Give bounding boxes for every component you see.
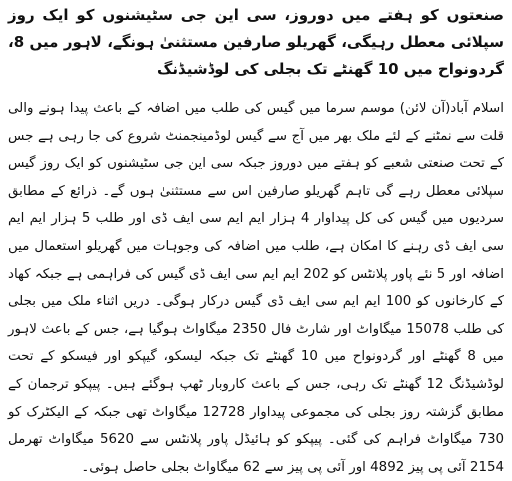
article-headline: صنعتوں کو ہفتے میں دوروز، سی این جی سٹیشنوں کو ایک روز سپلائی معطل رہیگی، گھریلو صارفین مستثنیٰ ہونگے، لاہور میں 8، گردونواح میں 10 گھنٹے تک بجلی کی لوڈشیڈنگ [8, 6, 504, 78]
article-body: اسلام آباد(آن لائن) موسم سرما میں گیس کی طلب میں اضافہ کے باعث پیدا ہونے والی قلت سے نمٹنے کے لئے ملک بھر میں آج سے گیس لوڈمینجمنٹ شروع کی جا رہی ہے جس کے تحت صنعتی شعبے کو ہفتے میں دوروز جبکہ سی این جی سٹیشنوں کو ایک روز گیس سپلائی معطل رہے گی تاہم گھریلو صارفین اس سے مستثنیٰ ہوں گے۔ ذرائع کے مطابق سردیوں میں گیس کی کل پیداوار 4 ہزار ایم ایم سی ایف ڈی اور طلب 5 ہزار ایم ایم سی ایف ڈی رہنے کا امکان ہے، طلب میں اضافہ کی وجوہات میں گھریلو استعمال میں اضافہ اور 5 نئے پاور پلانٹس کو 202 ایم ایم سی ایف ڈی گیس کی فراہمی ہے جبکہ کھاد کے کارخانوں کو 100 ایم ایم سی ایف ڈی گیس درکار ہوگی۔ دریں اثناء ملک میں بجلی کی طلب 15078 میگاواٹ اور شارٹ فال 2350 میگاواٹ ہوگیا ہے، جس کے باعث لاہور میں 8 گھنٹے اور گردونواح میں 10 گھنٹے تک جبکہ لیسکو، گیپکو اور فیسکو کے تحت لوڈشیڈنگ 12 گھنٹے تک رہی، جس کے باعث کاروبار ٹھپ ہوگئے ہیں۔ پیپکو ترجمان کے مطابق گزشتہ روز بجلی کی مجموعی پیداوار 12728 میگاواٹ تھی جبکہ کے الیکٹرک کو 730 میگاواٹ فراہم کی گئی۔ پیپکو کو ہائیڈل پاور پلانٹس سے 5620 میگاواٹ تھرمل 2154 آئی پی پیز 4892 اور آئی پی پیز سے 62 میگاواٹ بجلی حاصل ہوئی۔ [8, 101, 505, 475]
headline-spacer [8, 83, 504, 95]
